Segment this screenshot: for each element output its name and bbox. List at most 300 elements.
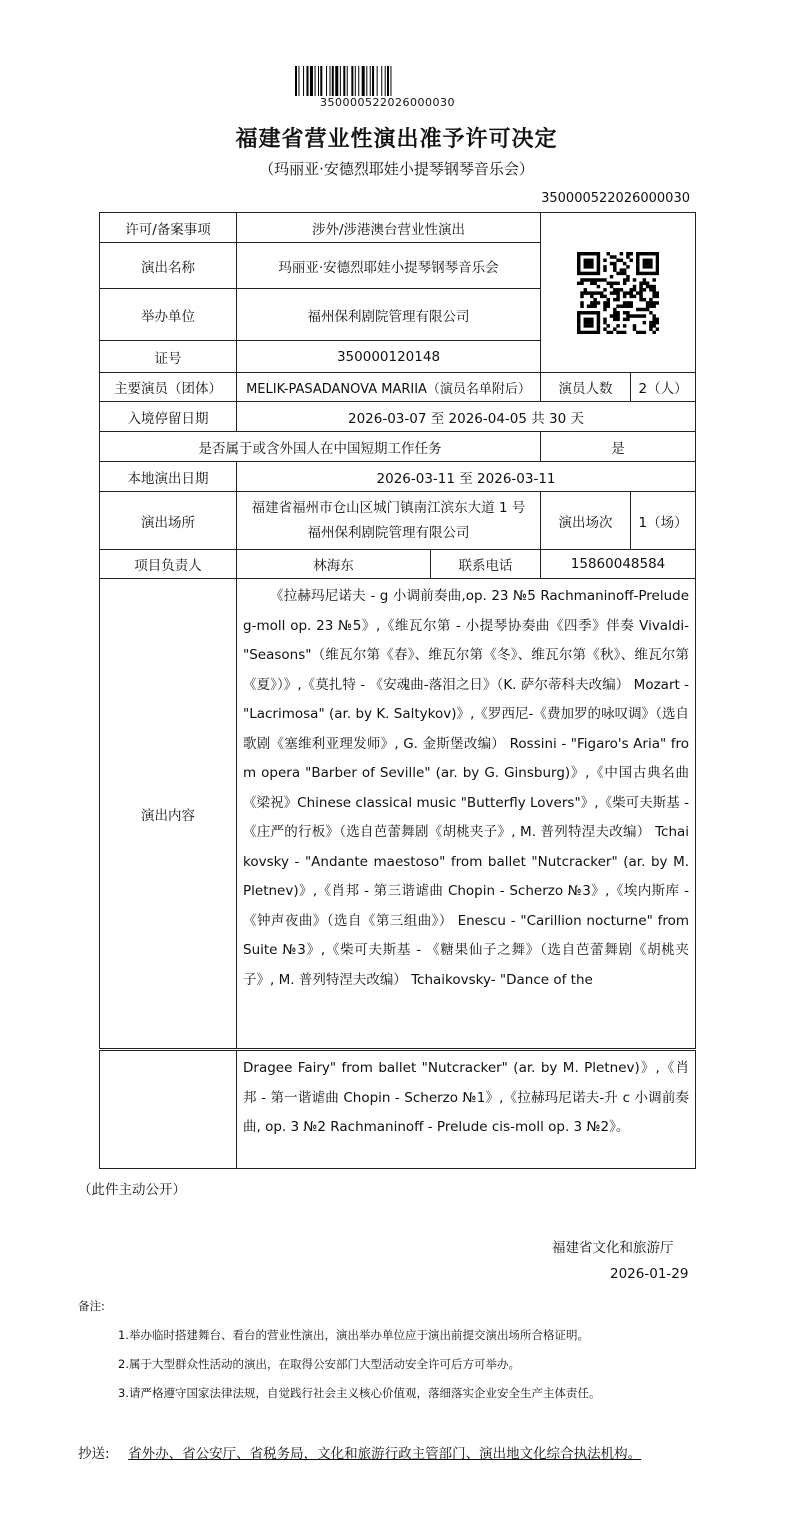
qr-module: [639, 307, 642, 310]
qr-module: [652, 301, 655, 304]
qr-module: [633, 278, 636, 281]
qr-module: [623, 278, 626, 281]
qr-module: [587, 252, 590, 255]
qr-module: [590, 324, 593, 327]
barcode-bar: [318, 66, 319, 96]
qr-module: [577, 261, 580, 264]
qr-module: [652, 294, 655, 297]
barcode-bar: [381, 66, 382, 96]
entry-dates-label: 入境停留日期: [100, 402, 237, 432]
cert-no-value: 350000120148: [237, 341, 541, 373]
qr-module: [587, 304, 590, 307]
qr-module: [656, 265, 659, 268]
qr-module: [646, 281, 649, 284]
qr-module: [649, 288, 652, 291]
qr-module: [597, 311, 600, 314]
qr-module: [590, 265, 593, 268]
qr-module: [593, 278, 596, 281]
qr-module: [584, 324, 587, 327]
qr-module: [652, 320, 655, 323]
qr-module: [584, 278, 587, 281]
qr-module: [656, 268, 659, 271]
qr-module: [636, 291, 639, 294]
performer-count-value: 2（人）: [631, 373, 696, 402]
qr-module: [636, 261, 639, 264]
qr-module: [613, 327, 616, 330]
barcode-bar: [310, 66, 313, 96]
barcode-bar: [358, 66, 359, 96]
qr-module: [652, 317, 655, 320]
qr-module: [593, 311, 596, 314]
qr-module: [616, 258, 619, 261]
qr-module: [620, 268, 623, 271]
qr-module: [639, 291, 642, 294]
qr-module: [610, 261, 613, 264]
qr-module: [610, 281, 613, 284]
qr-module: [597, 291, 600, 294]
issuer: 福建省文化和旅游厅: [552, 1240, 674, 1256]
local-dates-label: 本地演出日期: [100, 462, 237, 492]
qr-module: [587, 311, 590, 314]
qr-module: [639, 297, 642, 300]
qr-module: [643, 278, 646, 281]
qr-module: [639, 271, 642, 274]
qr-module: [613, 268, 616, 271]
qr-module: [577, 255, 580, 258]
remark-item: 1.举办临时搭建舞台、看台的营业性演出，演出举办单位应于演出前提交演出场所合格证明。: [118, 1328, 589, 1342]
qr-module: [597, 261, 600, 264]
qr-module: [646, 258, 649, 261]
qr-module: [639, 314, 642, 317]
qr-module: [639, 330, 642, 333]
qr-module: [613, 307, 616, 310]
qr-module: [626, 304, 629, 307]
qr-module: [607, 297, 610, 300]
qr-module: [626, 311, 629, 314]
qr-module: [584, 291, 587, 294]
qr-module: [590, 252, 593, 255]
qr-module: [616, 317, 619, 320]
qr-module: [577, 258, 580, 261]
qr-module: [656, 261, 659, 264]
qr-module: [649, 258, 652, 261]
qr-module: [626, 301, 629, 304]
qr-module: [623, 304, 626, 307]
qr-module: [623, 261, 626, 264]
qr-module: [597, 265, 600, 268]
qr-module: [639, 252, 642, 255]
qr-module: [610, 291, 613, 294]
qr-module: [616, 297, 619, 300]
qr-module: [646, 304, 649, 307]
qr-module: [616, 294, 619, 297]
qr-module: [649, 304, 652, 307]
barcode-bar: [362, 66, 365, 96]
qr-module: [643, 271, 646, 274]
barcode-bar: [343, 66, 345, 96]
qr-module: [643, 281, 646, 284]
barcode-bar: [355, 66, 356, 96]
qr-module: [593, 301, 596, 304]
qr-module: [630, 304, 633, 307]
qr-module: [656, 258, 659, 261]
qr-module: [652, 278, 655, 281]
qr-module: [610, 255, 613, 258]
qr-module: [630, 258, 633, 261]
qr-module: [603, 307, 606, 310]
qr-module: [636, 265, 639, 268]
qr-module: [584, 258, 587, 261]
remark-item: 3.请严格遵守国家法律法规，自觉践行社会主义核心价值观，落细落实企业安全生产主体责任。: [118, 1386, 601, 1400]
qr-module: [613, 314, 616, 317]
qr-module: [590, 330, 593, 333]
qr-module: [607, 330, 610, 333]
qr-module: [577, 268, 580, 271]
barcode-bar: [303, 66, 304, 96]
qr-module: [656, 317, 659, 320]
qr-module: [600, 294, 603, 297]
sessions-value: 1（场）: [631, 492, 696, 550]
qr-module: [600, 278, 603, 281]
qr-module: [587, 271, 590, 274]
qr-module: [584, 252, 587, 255]
barcode-bar: [332, 66, 334, 96]
qr-module: [603, 327, 606, 330]
qr-module: [577, 330, 580, 333]
public-note: （此件主动公开）: [78, 1182, 186, 1198]
qr-module: [597, 324, 600, 327]
qr-module: [626, 314, 629, 317]
qr-module: [649, 324, 652, 327]
qr-module: [577, 281, 580, 284]
qr-module: [597, 314, 600, 317]
qr-module: [626, 265, 629, 268]
qr-module: [607, 324, 610, 327]
qr-module: [656, 252, 659, 255]
content-continuation-table: [99, 1050, 696, 1169]
qr-module: [613, 317, 616, 320]
qr-module: [577, 252, 580, 255]
qr-module: [607, 301, 610, 304]
qr-module: [603, 304, 606, 307]
barcode-bar: [298, 66, 299, 96]
qr-module: [590, 281, 593, 284]
qr-module: [649, 271, 652, 274]
qr-module: [623, 311, 626, 314]
barcode-bar: [320, 66, 322, 96]
qr-module: [613, 297, 616, 300]
qr-module: [610, 284, 613, 287]
qr-module: [652, 291, 655, 294]
qr-module: [643, 330, 646, 333]
qr-module: [656, 255, 659, 258]
qr-module: [603, 294, 606, 297]
qr-module: [630, 288, 633, 291]
barcode-bar: [335, 66, 338, 96]
qr-module: [590, 320, 593, 323]
qr-module: [610, 314, 613, 317]
license-type-label: 许可/备案事项: [100, 213, 237, 243]
cert-no-label: 证号: [100, 341, 237, 373]
barcode-bar: [370, 66, 371, 96]
qr-module: [616, 304, 619, 307]
qr-module: [603, 278, 606, 281]
qr-module: [593, 291, 596, 294]
qr-module: [590, 311, 593, 314]
qr-module: [580, 271, 583, 274]
qr-module: [587, 278, 590, 281]
qr-module: [656, 291, 659, 294]
qr-module: [580, 294, 583, 297]
qr-module: [636, 252, 639, 255]
qr-module: [623, 330, 626, 333]
qr-module: [620, 304, 623, 307]
qr-module: [620, 258, 623, 261]
barcode-bar: [295, 66, 297, 96]
performers-label: 主要演员（团体）: [100, 373, 237, 402]
qr-module: [633, 294, 636, 297]
issue-date: 2026-01-29: [610, 1266, 689, 1282]
qr-module: [584, 311, 587, 314]
qr-module: [626, 317, 629, 320]
qr-module: [590, 278, 593, 281]
qr-module: [616, 271, 619, 274]
sessions-label: 演出场次: [541, 492, 631, 550]
qr-module: [610, 274, 613, 277]
qr-module: [639, 284, 642, 287]
entry-dates-value: 2026-03-07 至 2026-04-05 共 30 天: [237, 402, 696, 432]
qr-module: [580, 304, 583, 307]
qr-module: [600, 291, 603, 294]
qr-module: [623, 301, 626, 304]
qr-module: [643, 252, 646, 255]
qr-module: [580, 291, 583, 294]
qr-module: [610, 330, 613, 333]
qr-module: [590, 294, 593, 297]
qr-module: [587, 330, 590, 333]
barcode-bar: [347, 66, 348, 96]
qr-module: [643, 258, 646, 261]
qr-module: [584, 317, 587, 320]
qr-module: [646, 301, 649, 304]
qr-module: [620, 252, 623, 255]
qr-module: [613, 261, 616, 264]
qr-module: [597, 278, 600, 281]
qr-module: [656, 294, 659, 297]
qr-module: [590, 291, 593, 294]
qr-module: [597, 284, 600, 287]
qr-module: [584, 330, 587, 333]
content-text-part2: Dragee Fairy" from ballet "Nutcracker" (ar. by M. Pletnev)》,《肖邦 - 第一谐谑曲 Chopin - Scherzo №1》,《拉赫玛尼诺夫-升 c 小调前奏曲, op. 3 №2 Rachmaninoff - Prelude cis-moll op. 3 №2》。: [243, 1060, 689, 1135]
qr-module: [580, 301, 583, 304]
qr-module: [652, 284, 655, 287]
qr-module: [646, 307, 649, 310]
content-label: 演出内容: [100, 579, 237, 1049]
permit-table: [99, 212, 696, 1049]
qr-module: [639, 288, 642, 291]
qr-module: [633, 324, 636, 327]
manager-value: 林海东: [237, 550, 431, 579]
document-title: 福建省营业性演出准予许可决定: [235, 127, 558, 152]
qr-module: [577, 317, 580, 320]
qr-module: [652, 288, 655, 291]
qr-module: [649, 252, 652, 255]
qr-module: [597, 320, 600, 323]
qr-module: [577, 320, 580, 323]
qr-module: [633, 327, 636, 330]
short-term-work-value: 是: [541, 432, 696, 462]
qr-module: [623, 294, 626, 297]
document-subtitle: （玛丽亚·安德烈耶娃小提琴钢琴音乐会）: [259, 160, 534, 178]
qr-module: [630, 314, 633, 317]
qr-module: [639, 294, 642, 297]
qr-module: [587, 317, 590, 320]
qr-code-icon: [577, 252, 659, 334]
qr-module: [616, 314, 619, 317]
phone-label: 联系电话: [431, 550, 541, 579]
qr-module: [643, 320, 646, 323]
cc-label: 抄送:: [78, 1446, 110, 1462]
qr-module: [613, 255, 616, 258]
qr-module: [593, 297, 596, 300]
qr-module: [616, 330, 619, 333]
qr-module: [593, 330, 596, 333]
venue-label: 演出场所: [100, 492, 237, 550]
qr-module: [590, 271, 593, 274]
qr-module: [580, 278, 583, 281]
qr-module: [603, 288, 606, 291]
barcode-bar: [377, 66, 378, 96]
license-type-value: 涉外/涉港澳台营业性演出: [237, 213, 541, 243]
qr-module: [577, 324, 580, 327]
qr-module: [616, 288, 619, 291]
qr-module: [630, 301, 633, 304]
qr-module: [643, 288, 646, 291]
qr-module: [607, 304, 610, 307]
show-name-value: 玛丽亚·安德烈耶娃小提琴钢琴音乐会: [237, 243, 541, 289]
show-name-label: 演出名称: [100, 243, 237, 289]
qr-module: [652, 330, 655, 333]
qr-module: [636, 268, 639, 271]
barcode-bar: [307, 66, 309, 96]
qr-module: [613, 311, 616, 314]
qr-module: [593, 271, 596, 274]
qr-module: [652, 324, 655, 327]
qr-module: [616, 324, 619, 327]
qr-module: [626, 255, 629, 258]
qr-module: [646, 252, 649, 255]
organizer-label: 举办单位: [100, 289, 237, 341]
qr-module: [623, 281, 626, 284]
qr-module: [649, 327, 652, 330]
phone-value: 15860048584: [541, 550, 696, 579]
qr-module: [623, 317, 626, 320]
qr-module: [630, 294, 633, 297]
qr-module: [633, 288, 636, 291]
qr-module: [643, 314, 646, 317]
qr-module: [649, 311, 652, 314]
qr-module: [593, 252, 596, 255]
barcode-bar: [330, 66, 331, 96]
qr-module: [623, 324, 626, 327]
barcode-number: 350000522026000030: [320, 96, 455, 109]
cc-text: 省外办、省公安厅、省税务局，文化和旅游行政主管部门、演出地文化综合执法机构。: [128, 1446, 642, 1462]
qr-module: [616, 311, 619, 314]
qr-module: [593, 304, 596, 307]
qr-module: [577, 271, 580, 274]
qr-module: [603, 258, 606, 261]
qr-module: [584, 261, 587, 264]
qr-module: [626, 252, 629, 255]
qr-module: [656, 320, 659, 323]
qr-module: [593, 281, 596, 284]
qr-module: [633, 314, 636, 317]
qr-module: [603, 301, 606, 304]
qr-module: [584, 265, 587, 268]
qr-module: [652, 314, 655, 317]
qr-module: [646, 265, 649, 268]
content-text-part1: 《拉赫玛尼诺夫 - g 小调前奏曲,op. 23 №5 Rachmaninoff-Preludeg-moll op. 23 №5》,《维瓦尔第 - 小提琴协奏曲《四季》伴奏 Vivaldi- "Seasons"（维瓦尔第《春》、维瓦尔第《冬》、维瓦尔第《秋》、维瓦尔第《夏》）》,《莫扎特 - 《安魂曲-落泪之日》（K. 萨尔蒂科夫改编） Mozart - "Lacrimosa" (ar. by K. Saltykov)》,《罗西尼-《费加罗的咏叹调》（选自歌剧《塞维利亚理发师》, G. 金斯堡改编） Rossini - "Figaro's Aria" from opera "Barber of Seville" (ar. by G. Ginsburg)》,《中国古典名曲《梁祝》Chinese classical music "Butterfly Lovers"》,《柴可夫斯基 - 《庄严的行板》（选自芭蕾舞剧《胡桃夹子》, M. 普列特涅夫改编） Tchaikovsky - "Andante maestoso" from ballet "Nutcracker" (ar. by M. Pletnev)》,《肖邦 - 第三谐谑曲 Chopin - Scherzo №3》,《埃内斯库 - 《钟声夜曲》（选自《第三组曲》） Enescu - "Carillion nocturne" from Suite №3》,《柴可夫斯基 - 《糖果仙子之舞》（选自芭蕾舞剧《胡桃夹子》, M. 普列特涅夫改编） Tchaikovsky- "Dance of the: [243, 588, 690, 988]
qr-module: [636, 307, 639, 310]
qr-module: [620, 271, 623, 274]
organizer-value: 福州保利剧院管理有限公司: [237, 289, 541, 341]
qr-module: [584, 320, 587, 323]
qr-module: [633, 284, 636, 287]
qr-module: [630, 291, 633, 294]
qr-module: [636, 330, 639, 333]
qr-module: [623, 268, 626, 271]
qr-module: [616, 281, 619, 284]
qr-module: [603, 320, 606, 323]
qr-module: [590, 304, 593, 307]
qr-module: [603, 268, 606, 271]
barcode-bar: [315, 66, 316, 96]
qr-module: [656, 271, 659, 274]
qr-module: [643, 265, 646, 268]
barcode-bar: [387, 66, 389, 96]
qr-module: [643, 297, 646, 300]
qr-module: [639, 281, 642, 284]
qr-module: [577, 327, 580, 330]
qr-module: [649, 265, 652, 268]
qr-module: [616, 291, 619, 294]
qr-cell: [541, 213, 696, 373]
qr-module: [620, 330, 623, 333]
barcode-bar: [351, 66, 353, 96]
qr-module: [580, 281, 583, 284]
remarks-title: 备注:: [78, 1299, 105, 1313]
qr-module: [577, 311, 580, 314]
qr-module: [636, 258, 639, 261]
barcode-bar: [372, 66, 374, 96]
qr-module: [649, 297, 652, 300]
qr-module: [584, 288, 587, 291]
qr-module: [646, 271, 649, 274]
qr-module: [607, 252, 610, 255]
manager-label: 项目负责人: [100, 550, 237, 579]
qr-module: [649, 320, 652, 323]
qr-module: [652, 271, 655, 274]
qr-module: [587, 258, 590, 261]
venue-value: 福建省福州市仓山区城门镇南江滨东大道 1 号福州保利剧院管理有限公司: [237, 492, 541, 550]
barcode: [295, 66, 480, 96]
qr-module: [649, 301, 652, 304]
qr-module: [613, 265, 616, 268]
qr-module: [587, 261, 590, 264]
qr-module: [597, 327, 600, 330]
qr-module: [613, 291, 616, 294]
qr-module: [643, 261, 646, 264]
